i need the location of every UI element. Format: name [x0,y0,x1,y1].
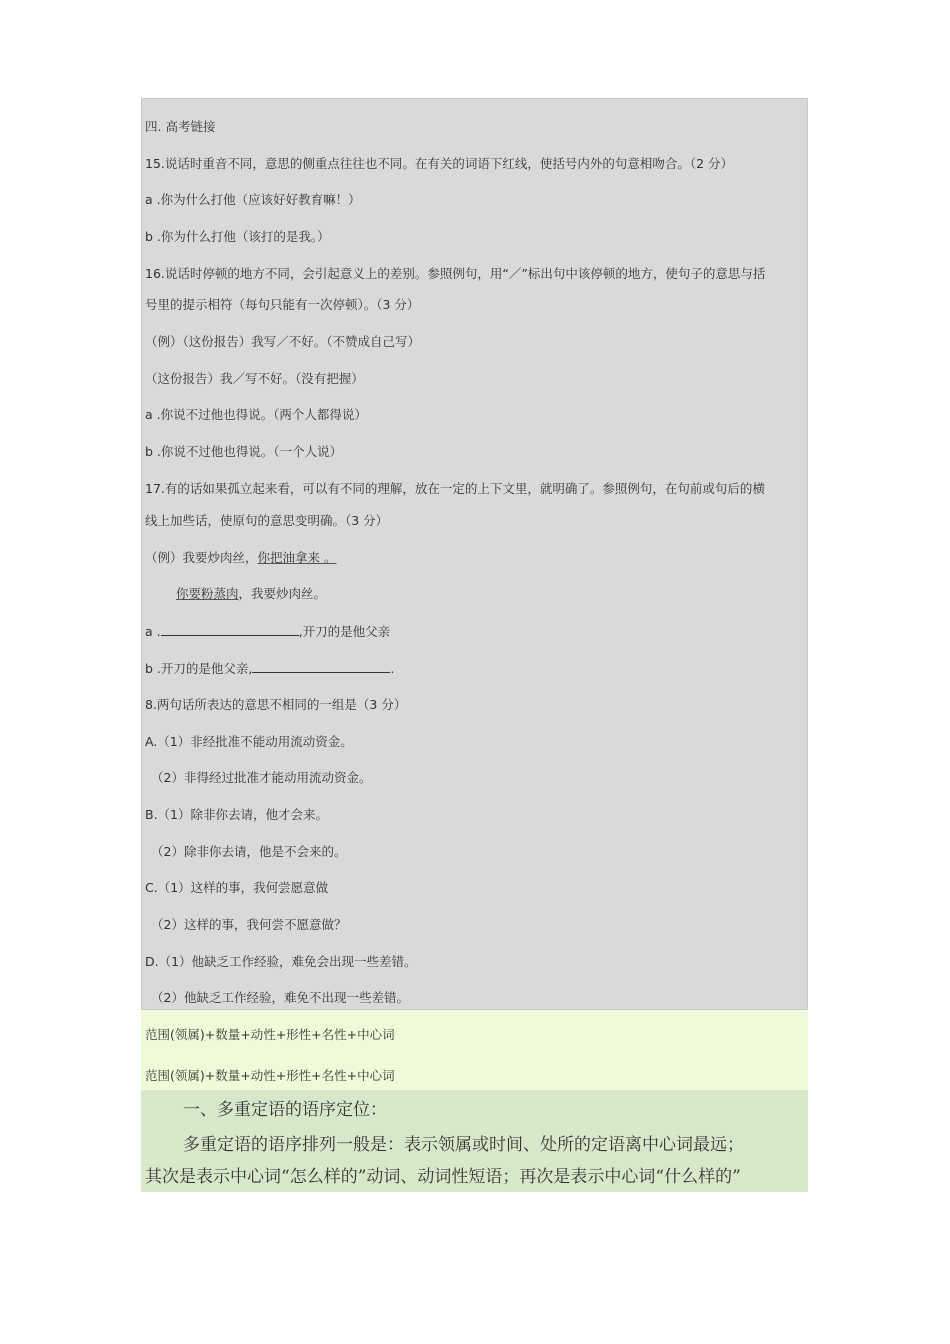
q16-option-a: a .你说不过他也得说。（两个人都得说） [145,407,367,422]
order-formula-line-2: 范围(领属)+数量+动性+形性+名性+中心词 [145,1068,395,1083]
q17-option-b-suffix: . [390,661,395,676]
q8-option-c2: （2）这样的事，我何尝不愿意做？ [151,917,347,932]
q8-stem: 8.两句话所表达的意思不相同的一组是（3 分） [145,697,407,712]
q8-option-a2: （2）非得经过批准才能动用流动资金。 [151,770,372,785]
q17-stem-line2: 线上加些话，使原句的意思变明确。（3 分） [145,513,389,528]
q17-example-2 [176,586,326,602]
q16-option-b: b .你说不过他也得说。（一个人说） [145,444,343,459]
q17-example-2-suffix: ，我要炒肉丝。 [238,586,327,601]
q17-example-2-fill: 你要粉蒸肉 [176,586,239,601]
q17-option-a [145,623,390,640]
q8-option-a1: A.（1）非经批准不能动用流动资金。 [145,734,353,749]
q17-option-b-prefix: b .开刀的是他父亲, [145,661,253,676]
q17-option-a-prefix: a . [145,624,161,639]
explanation-para-line-1: 多重定语的语序排列一般是：表示领属或时间、处所的定语离中心词最远； [183,1135,744,1155]
q16-example-1: （例）（这份报告）我写／不好。（不赞成自己写） [145,334,421,349]
q15-option-b: b .你为什么打他（该打的是我。） [145,229,330,244]
q16-stem-line2: 号里的提示相符（每句只能有一次停顿）。（3 分） [145,297,420,312]
q17-option-b [145,660,394,677]
q16-example-2: （这份报告）我／写不好。（没有把握） [145,371,364,386]
q8-option-c1: C.（1）这样的事，我何尝愿意做 [145,880,329,895]
q8-option-d1: D.（1）他缺乏工作经验，难免会出现一些差错。 [145,954,417,969]
q8-option-b1: B.（1）除非你去请，他才会来。 [145,807,329,822]
order-formula-line-1: 范围(领属)+数量+动性+形性+名性+中心词 [145,1027,395,1042]
q16-stem-line1: 16.说话时停顿的地方不同，会引起意义上的差别。参照例句，用“／”标出句中该停顿的地方，使句子的意思与括 [145,266,766,281]
q17-example-1-fill: 你把油拿来 。 [257,550,337,565]
q17-stem-line1: 17.有的话如果孤立起来看，可以有不同的理解，放在一定的上下文里，就明确了。参照例句，在句前或句后的横 [145,481,765,496]
q15-stem: 15.说话时重音不同，意思的侧重点往往也不同。在有关的词语下红线，使括号内外的句意相吻合。（2 分） [145,156,734,171]
q8-option-b2: （2）除非你去请，他是不会来的。 [151,844,347,859]
q8-option-d2: （2）他缺乏工作经验，难免不出现一些差错。 [151,990,409,1005]
q17-option-a-blank[interactable] [161,623,299,636]
q15-option-a: a .你为什么打他（应该好好教育嘛！） [145,192,361,207]
explanation-heading: 一、多重定语的语序定位： [183,1100,387,1120]
explanation-para-line-2: 其次是表示中心词“怎么样的”动词、动词性短语；再次是表示中心词“什么样的” [145,1167,741,1187]
q17-option-b-blank[interactable] [252,660,390,673]
q17-example-1-prefix: （例）我要炒肉丝， [145,550,258,565]
q17-option-a-suffix: ,开刀的是他父亲 [298,624,391,639]
q17-example-1 [145,550,337,566]
section-title: 四. 高考链接 [145,119,216,134]
